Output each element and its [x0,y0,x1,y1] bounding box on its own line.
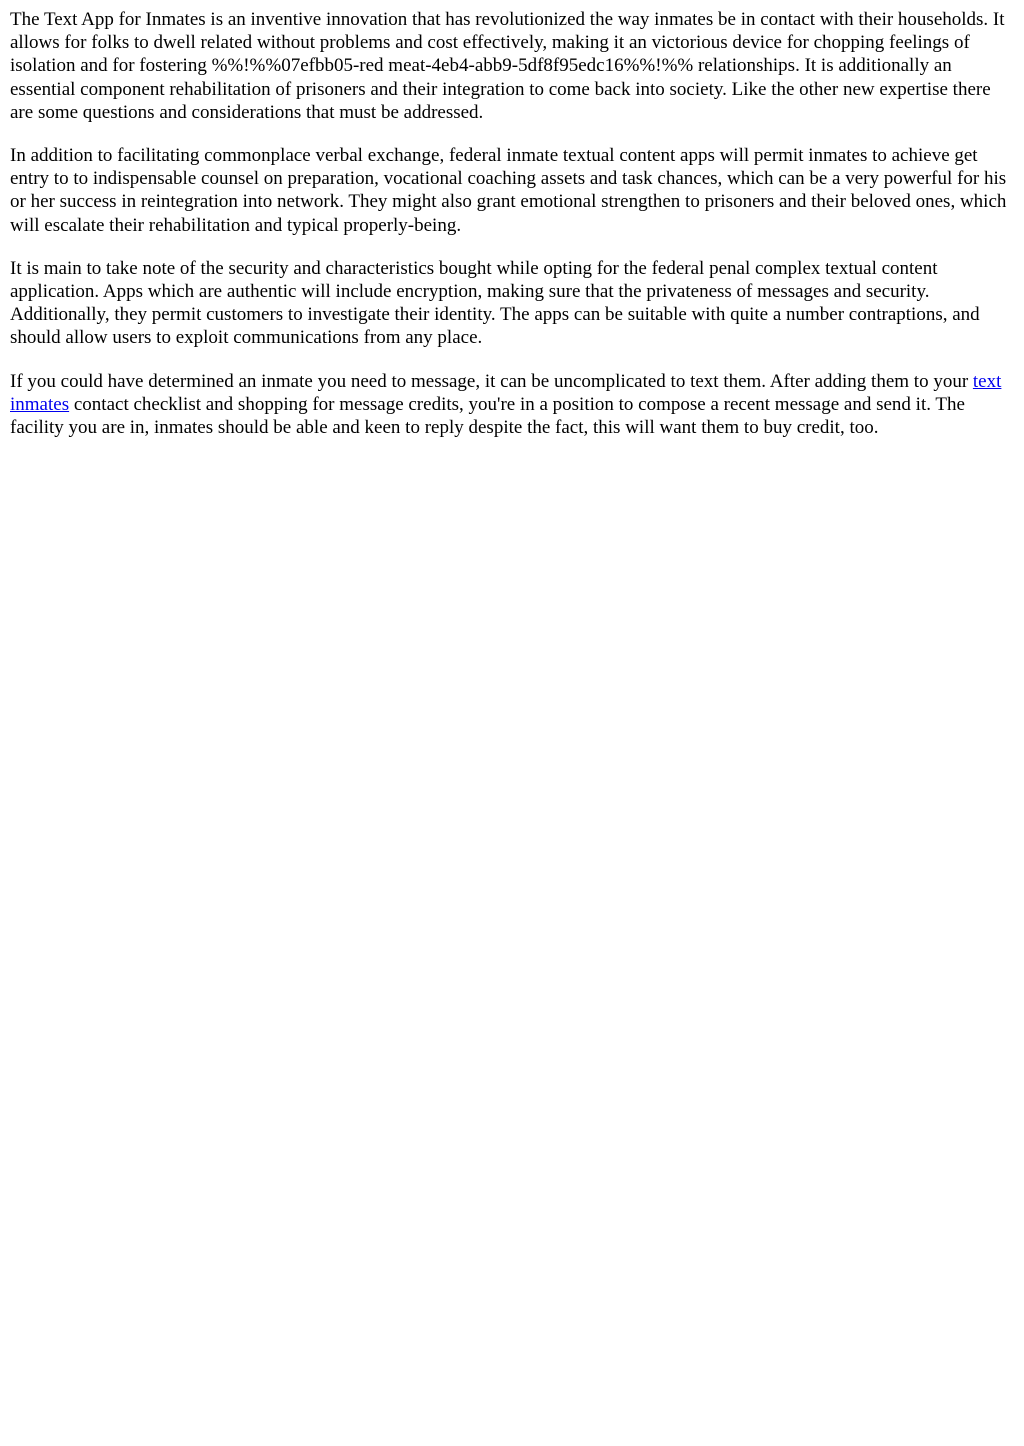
paragraph-2: In addition to facilitating commonplace verbal exchange, federal inmate textual content apps will permit inmates to achieve get entry to to indispensable counsel on preparation, vocational coaching assets and task chances, which can be a very powerful for his or her success in reintegration into network. They might also grant emotional strengthen to prisoners and their beloved ones, which will escalate their rehabilitation and typical properly-being. [10,145,1007,236]
paragraph-3: It is main to take note of the security and characteristics bought while opting for the federal penal complex textual content application. Apps which are authentic will include encryption, making sure that the privateness of messages and security. Additionally, they permit customers to investigate their identity. The apps can be suitable with quite a number contraptions, and should allow users to exploit communications from any place. [10,257,980,349]
article-body [10,8,1014,439]
text-inmates-link[interactable]: text inmates [10,370,1002,415]
paragraph-4 [10,370,1014,440]
paragraph-4-text-after: contact checklist and shopping for message credits, you're in a position to compose a recent message and send it. The facility you are in, inmates should be able and keen to reply despite the fact, this will want them to buy credit, too. [10,393,965,439]
paragraph-1: The Text App for Inmates is an inventive innovation that has revolutionized the way inmates be in contact with their households. It allows for folks to dwell related without problems and cost effectively, making it an victorious device for chopping feelings of isolation and for fostering %%!%%07efbb05-red meat-4eb4-abb9-5df8f95edc16%%!%% relationships. It is additionally an essential component rehabilitation of prisoners and their integration to come back into society. Like the other new expertise there are some questions and considerations that must be addressed. [10,9,1005,123]
paragraph-4-text-before: If you could have determined an inmate you need to message, it can be uncomplicated to text them. After adding them to your [10,370,973,392]
